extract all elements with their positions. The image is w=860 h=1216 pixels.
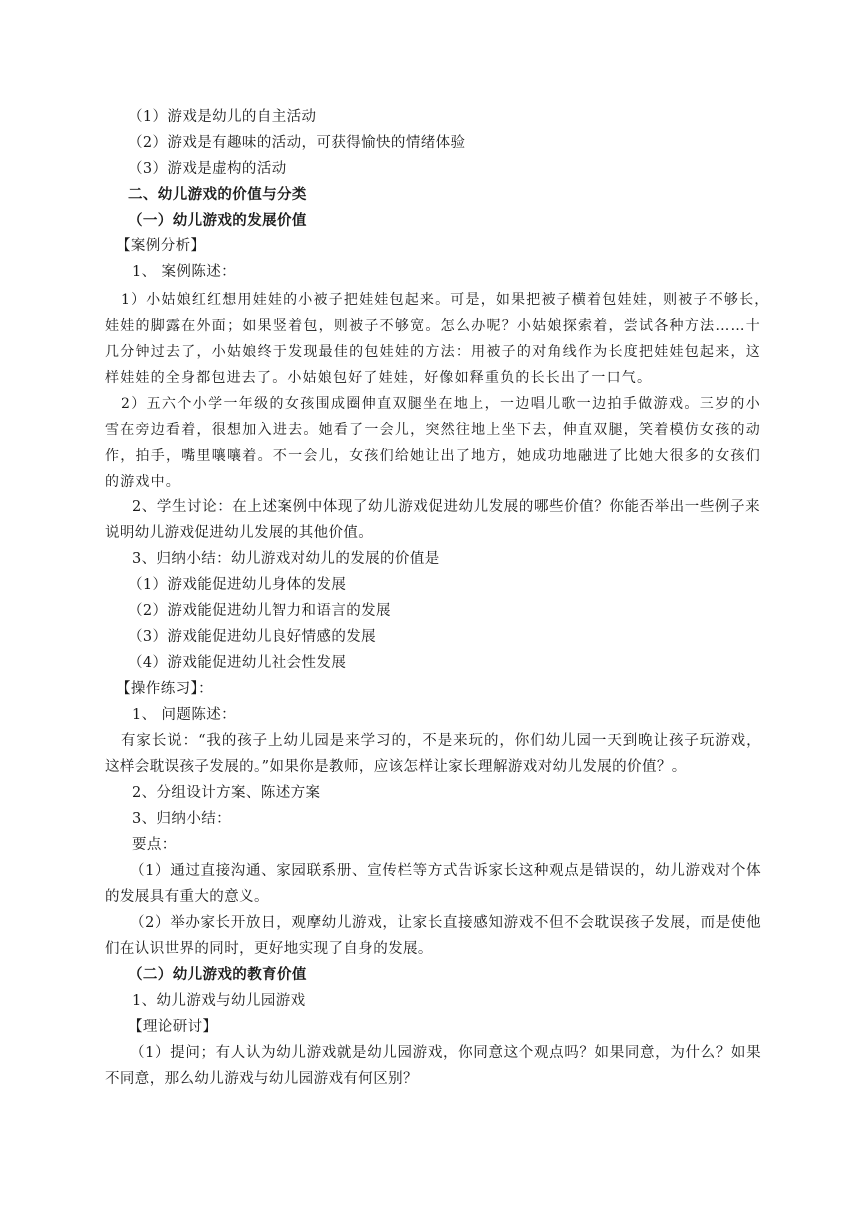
numbered-item: 1、幼儿游戏与幼儿园游戏 <box>132 993 306 1009</box>
case-text-line: 雪在旁边看着，很想加入进去。她看了一会儿，突然往地上坐下去，伸直双腿，笑着模仿女孩的动 <box>105 422 761 438</box>
case-text-line: 几分钟过去了，小姑娘终于发现最佳的包娃娃的方法：用被子的对角线作为长度把娃娃包起来，这 <box>105 344 761 360</box>
numbered-item: 2、分组设计方案、陈述方案 <box>132 785 321 801</box>
bracket-heading: 【案例分析】 <box>116 238 206 254</box>
paragraph-line: 有家长说：“我的孩子上幼儿园是来学习的，不是来玩的，你们幼儿园一天到晚让孩子玩游戏， <box>121 733 761 749</box>
value-item-4: （4）游戏能促进幼儿社会性发展 <box>128 655 347 671</box>
feature-item-2: （2）游戏是有趣味的活动，可获得愉快的情绪体验 <box>128 135 466 151</box>
section-heading: 二、幼儿游戏的价值与分类 <box>128 186 307 203</box>
case-text-line: 2）五六个小学一年级的女孩围成圈伸直双腿坐在地上，一边唱儿歌一边拍手做游戏。三岁的小 <box>121 396 761 412</box>
numbered-item: 3、归纳小结：幼儿游戏对幼儿的发展的价值是 <box>132 551 440 567</box>
paragraph-line: 们在认识世界的同时，更好地实现了自身的发展。 <box>105 941 433 957</box>
feature-item-1: （1）游戏是幼儿的自主活动 <box>128 109 317 125</box>
case-text-line: 的游戏中。 <box>105 474 181 490</box>
paragraph-line: （1）提问；有人认为幼儿游戏就是幼儿园游戏，你同意这个观点吗？如果同意，为什么？如果 <box>130 1045 761 1061</box>
value-item-2: （2）游戏能促进幼儿智力和语言的发展 <box>128 603 391 619</box>
paragraph-line: 说明幼儿游戏促进幼儿发展的其他价值。 <box>105 525 374 541</box>
subsection-heading: （一）幼儿游戏的发展价值 <box>128 212 307 229</box>
case-text-line: 1）小姑娘红红想用娃娃的小被子把娃娃包起来。可是，如果把被子横着包娃娃，则被子不够长， <box>121 292 770 308</box>
value-item-3: （3）游戏能促进幼儿良好情感的发展 <box>128 629 377 645</box>
numbered-item: 1、 案例陈述： <box>132 264 237 280</box>
value-item-1: （1）游戏能促进幼儿身体的发展 <box>128 577 347 593</box>
paragraph-line: （2）举办家长开放日，观摩幼儿游戏，让家长直接感知游戏不但不会耽误孩子发展，而是使他 <box>130 915 761 931</box>
paragraph-line: 的发展具有重大的意义。 <box>105 889 269 905</box>
numbered-item: 1、 问题陈述： <box>132 707 237 723</box>
bracket-heading: 【操作练习】： <box>116 681 214 697</box>
case-text-line: 作，拍手，嘴里嚷嚷着。不一会儿，女孩们给她让出了地方，她成功地融进了比她大很多的女孩们 <box>105 448 761 464</box>
feature-item-3: （3）游戏是虚构的活动 <box>128 161 287 177</box>
case-text-line: 娃娃的脚露在外面；如果竖着包，则被子不够宽。怎么办呢？小姑娘探索着，尝试各种方法……十 <box>105 318 761 334</box>
paragraph-line: 2、学生讨论：在上述案例中体现了幼儿游戏促进幼儿发展的哪些价值？你能否举出一些例子来 <box>132 499 760 515</box>
case-text-line: 样娃娃的全身都包进去了。小姑娘包好了娃娃，好像如释重负的长长出了一口气。 <box>105 370 653 386</box>
paragraph-line: 这样会耽误孩子发展的。”如果你是教师，应该怎样让家长理解游戏对幼儿发展的价值？。 <box>105 759 687 775</box>
paragraph-line: （1）通过直接沟通、家园联系册、宣传栏等方式告诉家长这种观点是错误的，幼儿游戏对个体 <box>130 863 761 879</box>
numbered-item: 3、归纳小结： <box>132 811 232 827</box>
bracket-heading: 【理论研讨】 <box>128 1019 218 1035</box>
paragraph-line: 不同意，那么幼儿游戏与幼儿园游戏有何区别？ <box>105 1071 418 1087</box>
subsection-heading: （二）幼儿游戏的教育价值 <box>128 966 307 983</box>
key-points-label: 要点： <box>132 837 177 853</box>
